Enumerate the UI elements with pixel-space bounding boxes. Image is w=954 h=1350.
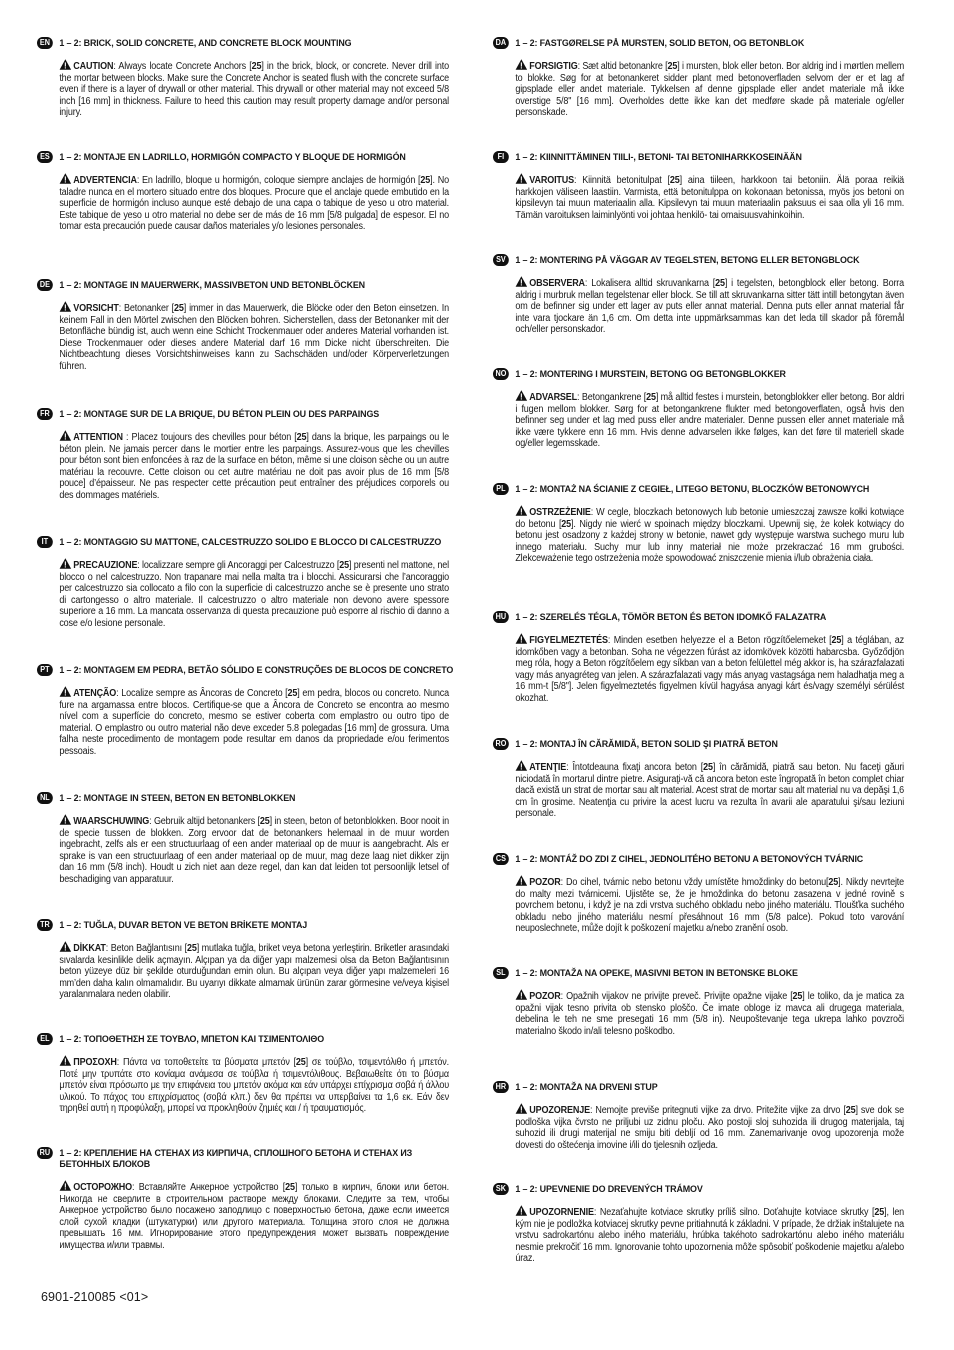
- section-title: 1 – 2: MONTÁŽ DO ZDI Z CIHEL, JEDNOLITÉHO BETONU A BETONOVÝCH TVÁRNIC: [515, 854, 864, 865]
- caution-paragraph: [37, 1055, 449, 1115]
- part-reference: 25: [831, 635, 842, 646]
- caution-text-b: ] må alltid festes i murstein, betongblokker eller betong. Bor aldri i fugen mellom blokker. Sørg for at betongankrene flukter med betongoverflaten, også hvis den befinner seg under et lag med puss eller andre materialer. Denne pussen eller annet materiale må ikke være tykkere enn 16 mm. Hvis denne advarselen ikke følges, kan det føre til materiell skade og/eller legemsskade.: [515, 392, 905, 450]
- section-title: 1 – 2: FASTGØRELSE PÅ MURSTEN, SOLID BETON, OG BETONBLOK: [515, 38, 805, 49]
- caution-paragraph: [37, 941, 449, 1001]
- caution-text-b: ] in steen, beton of betonblokken. Boor nooit in de specie tussen de blokken. Zorg ervoor dat de betonankers helemaal in de muur worden ingebracht, zelfs als er een structuurlaag of een ander materiaal op de muur is aangebracht. Als er sprake is van een structuurlaag of een ander materiaal op de muur, mag deze laag niet dikker zijn dan 16 mm (5/8 inch). Houdt u zich niet aan deze regel, dan kan dat leiden tot persoonlijk letsel of beschadiging van apparatuur.: [59, 816, 449, 885]
- part-reference: 25: [646, 392, 656, 403]
- language-badge: CS: [493, 853, 509, 865]
- caution-text-b: ] immer in das Mauerwerk, die Blöcke oder den Beton einsetzen. In keinem Fall in den Mörtel zwischen den Blöcken bohren. Sicherstellen, dass der Betonanker mit der Betonfläche bündig ist, auch wenn eine Schicht Trockenmauer oder anderes Material vorhanden ist. Diese Trockenmauer oder dieses andere Material darf 16 mm Dicke nicht überschreiten. Die Nichtbeachtung dieses Vorsichtshinweises kann zu Sachschäden und/oder Körperverletzungen führen.: [59, 303, 449, 372]
- section-title: 1 – 2: MONTERING PÅ VÄGGAR AV TEGELSTEN, BETONG ELLER BETONGBLOCK: [515, 255, 860, 266]
- caution-text-b: ] sve dok se podloška vijka čvrsto ne priljubi uz zidnu ploču. Ako postoji sloj suhozida ili drugog materijala, taj suhozid ili drugi materijal ne smiju biti debljí od 16 mm. Zanemarivanje ovog upozorenja može dovesti do oštećenja imovine i/ili do tjelesnih ozljeda.: [515, 1105, 905, 1151]
- language-badge: SK: [493, 1183, 509, 1195]
- caution-text-b: ], len kým nie je podložka kotviacej skrutky pevne pritiahnutá k základni. V prípade, že držiak inštalujete na vrstvu sadrokartónu alebo iného materiálu, hrúbka takéhoto sadrokartónu alebo iného materiálu nesmie prekročiť 16 mm. Ignorovanie tohto upozornenia môže spôsobiť poškodenie majetku a/alebo úraz.: [515, 1207, 905, 1265]
- caution-text-a: : Вставляйте Анкерное устройство [: [132, 1182, 286, 1193]
- caution-text-a: : Do cihel, tvárnic nebo betonu vždy umístěte hmoždinky do betonu[: [560, 877, 829, 888]
- warning-triangle-icon: [515, 505, 527, 516]
- language-badge: PT: [37, 664, 53, 676]
- part-reference: 25: [792, 991, 803, 1002]
- section-de: [37, 280, 456, 373]
- caution-keyword: VORSICHT: [73, 303, 119, 314]
- caution-keyword: CAUTION: [73, 61, 114, 72]
- section-da: [493, 38, 911, 119]
- caution-text-b: ] aina tiileen, harkkoon tai betoniin. Älä poraa reikiä harkkojen väliseen laastiin. Varmista, että betonitulppa on kokonaan betonissa, myös jos betoni on kipsilevyn tai muun materiaalin alla. Kipsilevyn tai muun materiaalin paksuus ei saa olla yli 16 mm. Tämän varoituksen laiminlyönti voi johtaa henkilö- tai omaisuusvahinkoihin.: [515, 175, 905, 221]
- caution-text-b: ] em pedra, blocos ou concreto. Nunca fure na argamassa entre blocos. Certifique-se que a Âncora de Concreto se encontra ao mesmo nível com a superfície do concreto, mesmo se estiver coberta com emplastro ou outro tipo de material. O emplastro ou outro material não deve exceder 5.8 polegadas [16 mm] de grossura. Uma falha neste procedimento de montagem pode resultar em danos da propriedade e/ou ferimentos pessoais.: [59, 688, 449, 757]
- caution-text-b: ] in the brick, block, or concrete. Never drill into the mortar between blocks. Make sure the Concrete Anchor is seated flush with the concrete surface even if there is a layer of drywall or other material. This drywall or other material may not exceed 5/8 inch [16 mm] in thickness. Failure to heed this caution may result property damage and/or personal injury.: [59, 61, 449, 119]
- section-pt: [37, 665, 456, 758]
- section-heading: [37, 1148, 454, 1170]
- caution-paragraph: [493, 1103, 904, 1151]
- caution-text-a: : Gebruik altijd betonankers [: [149, 816, 260, 827]
- section-heading: [493, 255, 909, 266]
- language-badge: NO: [493, 368, 509, 380]
- section-fr: [37, 409, 456, 502]
- language-badge: DE: [37, 279, 53, 291]
- warning-triangle-icon: [59, 59, 71, 70]
- caution-text-b: ]. Nigdy nie wierć w spoinach między bloczkami. Upewnij się, że kołek kotwiący do betonu jest osadzony z każdej strony w betonie, nawet gdy występuje warstwa suchego muru lub innego materiału. Suchy mur lub inny materiał nie może przekraczać 16 mm grubości. Zlekceważenie tego ostrzeżenia może spowodować zniszczenie mienia i/lub obrażenia ciała.: [515, 518, 905, 565]
- caution-text-b: ] i tegelsten, betongblock eller betong. Borra aldrig i murbruk mellan tegelstenar eller block. Se till att skruvankarna sitter tätt intill betongytan även om de befinner sig under ett lager av puts eller annat material. Denna puts eller annat material får inte vara tjockare än 1,6 cm. Om detta inte uppmärksammas kan det leda till skador på föremål och/eller personskador.: [515, 278, 905, 336]
- warning-triangle-icon: [515, 173, 527, 184]
- caution-paragraph: [493, 276, 904, 336]
- warning-triangle-icon: [59, 686, 71, 697]
- section-tr: [37, 920, 456, 1001]
- section-title: 1 – 2: UPEVNENIE DO DREVENÝCH TRÁMOV: [515, 1184, 703, 1195]
- warning-triangle-icon: [515, 1205, 527, 1216]
- section-title: 1 – 2: TUĞLA, DUVAR BETON VE BETON BRİKETE MONTAJ: [59, 920, 308, 931]
- caution-keyword: FORSIGTIG: [529, 61, 578, 72]
- part-reference: 25: [174, 303, 184, 314]
- section-heading: [37, 920, 454, 931]
- caution-keyword: FIGYELMEZTETÉS: [529, 635, 608, 646]
- caution-text-a: : Betonanker [: [118, 303, 175, 314]
- language-badge: EL: [37, 1033, 53, 1045]
- section-heading: [37, 409, 454, 420]
- section-hr: [493, 1082, 911, 1151]
- section-title: 1 – 2: MONTAŻ NA ŚCIANIE Z CEGIEŁ, LITEGO BETONU, BLOCZKÓW BETONOWYCH: [515, 484, 870, 495]
- part-reference: 25: [828, 877, 839, 888]
- language-badge: TR: [37, 919, 53, 931]
- section-heading: [37, 793, 454, 804]
- caution-keyword: ADVARSEL: [529, 392, 578, 403]
- section-cs: [493, 854, 911, 935]
- part-reference: 25: [703, 762, 713, 773]
- caution-keyword: ADVERTENCIA: [73, 175, 137, 186]
- caution-text-a: : Minden esetben helyezze el a Beton rögzítőelemeket [: [607, 635, 832, 646]
- caution-text-a: : Sæt altid betonankre [: [577, 61, 668, 72]
- section-no: [493, 369, 911, 450]
- caution-paragraph: [37, 1180, 449, 1252]
- caution-keyword: ATENŢIE: [529, 762, 567, 773]
- caution-text-a: : En ladrillo, bloque u hormigón, coloque siempre anclajes de hormigón [: [136, 175, 421, 186]
- language-badge: NL: [37, 792, 53, 804]
- caution-text-a: : Πάντα να τοποθετείτε τα βύσματα μπετόν [: [116, 1057, 296, 1068]
- section-heading: [493, 38, 909, 49]
- section-el: [37, 1034, 456, 1115]
- warning-triangle-icon: [515, 1103, 527, 1114]
- caution-keyword: OBSERVERA: [529, 278, 585, 289]
- caution-text-b: ] dans la brique, les parpaings ou le béton plein. Ne jamais percer dans le mortier entre les parpaings. Assurez-vous que les chevilles pour béton sont bien enfoncées à raz de la surface en béton, même si une cloison sèche ou un autre matériau la recouvre. Cette cloison ou cet autre matériau ne doit pas avoir plus de 16 mm [5/8 pouce] d’épaisseur. Ne pas respecter cette précaution peut entraîner des préjudices corporels ou des dommages matériels.: [59, 432, 449, 501]
- warning-triangle-icon: [59, 941, 71, 952]
- language-badge: DA: [493, 37, 509, 49]
- caution-text-a: : Placez toujours des chevilles pour béton [: [122, 432, 297, 443]
- caution-paragraph: [493, 173, 904, 221]
- caution-paragraph: [493, 1205, 904, 1265]
- warning-triangle-icon: [515, 760, 527, 771]
- caution-paragraph: [37, 59, 449, 119]
- caution-text-b: ] în cărămidă, piatră sau beton. Nu faceţi găuri niciodată în mortarul dintre pietre. Asiguraţi-vă că ancora beton este îngropată în beton complet chiar dacă există un strat de mortar sau alt material. Acest strat de mortar sau alt material nu va depăşi 1,6 cm în grosime. Neatenţia cu privire la acest lucru va rezulta în avarii ale aparatului şi/sau leziuni personale.: [515, 762, 905, 820]
- part-reference: 25: [259, 816, 270, 827]
- section-title: 1 – 2: MONTAŽA NA DRVENI STUP: [515, 1082, 658, 1093]
- section-heading: [37, 280, 454, 291]
- section-title: 1 – 2: MONTAŽA NA OPEKE, MASIVNI BETON IN BETONSKE BLOKE: [515, 968, 798, 979]
- section-heading: [493, 739, 909, 750]
- part-reference: 25: [287, 688, 298, 699]
- section-en: [37, 38, 456, 119]
- section-heading: [493, 612, 909, 623]
- caution-keyword: WAARSCHUWING: [73, 816, 150, 827]
- section-heading: [37, 38, 454, 49]
- caution-text-a: : Kiinnitä betonitulpat [: [574, 175, 670, 186]
- caution-text-b: ] a téglában, az idomkőben vagy a betonban. Soha ne végezzen fúrást az idomkövek közötti habarcsba. Győződjön meg róla, hogy a Beton rögzítőelem egy síkban van a beton felülettel még akkor is, ha szárazfalazati vagy más anyagréteg van jelen. A szárazfalazati vagy más anyag vastagsága nem haladhatja meg a 16 mm-t [5/8"]. Jelen figyelmeztetés figyelmen kívül hagyása anyagi kárt és/vagy személyi sérülést okozhat.: [515, 635, 905, 704]
- section-heading: [493, 1082, 909, 1093]
- caution-text-b: ] только в кирпич, блоки или бетон. Никогда не сверлите в строительном растворе между блоками. Следите за тем, чтобы Анкерное устройство было посажено заподлицо с поверхностью бетона, даже если имеется слой сухой кладки (штукатурки) или другого материала. Толщина этого слоя не должна превышать 16 мм. Игнорирование этого предупреждения может вызвать повреждение имущества и/или травмы.: [59, 1182, 449, 1251]
- section-ro: [493, 739, 911, 820]
- language-badge: FI: [493, 151, 509, 163]
- section-heading: [493, 484, 909, 495]
- caution-text-a: : Întotdeauna fixaţi ancora beton [: [566, 762, 704, 773]
- caution-paragraph: [37, 301, 449, 373]
- section-sk: [493, 1184, 911, 1265]
- caution-text-b: ] σε τούβλο, τσιμεντόλιθο ή μπετόν. Ποτέ μην τρυπάτε στο κονίαμα ανάμεσα σε τούβλα ή τσιμεντόλιθους. Βεβαιωθείτε ότι το βύσμα μπετόν είναι πρόσωπο με την επιφάνεια του μπετόν ακόμα και εάν υπάρχει επίχρισμα σοβά ή άλλου υλικού. Το πάχος του επιχρίσματος (σοβά κλπ.) δεν θα πρέπει να υπερβαίνει τα 1,6 εκ. Εάν δεν τηρηθεί αυτή η προφύλαξη, μπορεί να προκληθούν ζημιές και / ή τραυματισμός.: [59, 1057, 449, 1115]
- caution-text-b: ] mutlaka tuğla, briket veya betona yerleştirin. Briketler arasındaki sıvalarda kesinlikle delik açmayın. Alçıpan ya da diğer yapı malzemesi olsa da Beton Bağlantısının beton yüzeye düz bir şekilde oturduğundan emin olun. Bu alçıpan veya diğer yapı malzemeleri 16 mm’den daha kalın olmamalıdır. Bu uyarıyı dikkate almamak ürünün zarar görmesine ve/veya kişisel yaralanmalara neden olabilir.: [59, 943, 449, 1001]
- section-heading: [37, 665, 454, 676]
- caution-keyword: DİKKAT: [73, 943, 106, 954]
- caution-paragraph: [37, 686, 449, 758]
- part-reference: 25: [339, 560, 350, 571]
- caution-paragraph: [493, 390, 904, 450]
- caution-keyword: OSTRZEŻENIE: [529, 507, 591, 518]
- caution-keyword: VAROITUS: [529, 175, 575, 186]
- warning-triangle-icon: [515, 989, 527, 1000]
- part-reference: 25: [296, 432, 307, 443]
- caution-paragraph: [37, 814, 449, 886]
- part-reference: 25: [667, 61, 678, 72]
- section-title: 1 – 2: MONTAGE IN MAUERWERK, MASSIVBETON UND BETONBLÖCKEN: [59, 280, 365, 291]
- warning-triangle-icon: [59, 814, 71, 825]
- caution-text-a: : Nezaťahujte kotviace skrutky príliš silno. Doťahujte kotviace skrutky [: [593, 1207, 875, 1218]
- warning-triangle-icon: [515, 276, 527, 287]
- warning-triangle-icon: [59, 1180, 71, 1191]
- caution-text-b: ]. No taladre nunca en el mortero situado entre dos bloques. Procure que el anclaje quede embutido en la superficie de hormigón incluso aunque esté debajo de una capa o tabique de yeso u otro material. Este tabique de yeso u otro material no debe ser de más de 16 mm [5/8 pulgada] de espesor. El no tomar esta precaución puede causar daños materiales y/o lesiones personales.: [59, 175, 449, 233]
- warning-triangle-icon: [515, 633, 527, 644]
- section-title: 1 – 2: MONTAGE IN STEEN, BETON EN BETONBLOKKEN: [59, 793, 296, 804]
- caution-keyword: ATENÇÃO: [73, 688, 117, 699]
- section-title: 1 – 2: MONTERING I MURSTEIN, BETONG OG BETONGBLOKKER: [515, 369, 786, 380]
- caution-text-b: ]. Nikdy nevrtejte do malty mezi tvárnicemi. Ujistěte se, že je hmoždinka do betonu zasazena v jedné rovině s povrchem betonu, i když je na zdi vrstva suchého obkladu nebo jiného materiálu. Tloušťka suchého obkladu nebo jiného materiálu nesmí přesáhnout 16 mm (5/8 palce). Pokud toto varování neuposlechnete, může dojít k poškození majetku a/nebo zranění osob.: [515, 877, 905, 935]
- section-heading: [493, 152, 909, 163]
- section-es: [37, 152, 456, 233]
- caution-keyword: UPOZORNENIE: [529, 1207, 594, 1218]
- caution-text-b: ] i mursten, blok eller beton. Bor aldrig ind i mørtlen mellem to blokke. Søg for at betonankeret sidder plant med betonoverfladen selvom der er et lag af gipsplade eller andet materiale. Tykkelsen af denne gipsplade eller andet materiale må ikke overstige 5/8" [16 mm]. Overholdes dette ikke kan det medføre skade på materiale og/eller personskade.: [515, 61, 905, 119]
- warning-triangle-icon: [515, 390, 527, 401]
- caution-keyword: POZOR: [529, 877, 561, 888]
- section-title: 1 – 2: KIINNITTÄMINEN TIILI-, BETONI- TAI BETONIHARKKOSEINÄÄN: [515, 152, 802, 163]
- part-reference: 25: [420, 175, 431, 186]
- section-nl: [37, 793, 456, 886]
- caution-paragraph: [493, 59, 904, 119]
- warning-triangle-icon: [515, 875, 527, 886]
- section-heading: [37, 537, 454, 548]
- warning-triangle-icon: [59, 301, 71, 312]
- caution-keyword: PRECAUZIONE: [73, 560, 138, 571]
- caution-paragraph: [493, 989, 904, 1037]
- section-title: 1 – 2: BRICK, SOLID CONCRETE, AND CONCRETE BLOCK MOUNTING: [59, 38, 352, 49]
- section-title: 1 – 2: MONTAGEM EM PEDRA, BETÃO SÓLIDO E CONSTRUÇÕES DE BLOCOS DE CONCRETO: [59, 665, 454, 676]
- section-heading: [37, 152, 454, 163]
- section-sl: [493, 968, 911, 1037]
- caution-keyword: ΠΡΟΣΟΧΗ: [73, 1057, 117, 1068]
- section-heading: [493, 968, 909, 979]
- caution-text-a: : W cegle, bloczkach betonowych lub betonie umieszczaj zawsze kołki kotwiące do betonu [: [515, 507, 905, 530]
- section-title: 1 – 2: SZERELÉS TÉGLA, TÖMÖR BETON ÉS BETON IDOMKŐ FALAZATRA: [515, 612, 827, 623]
- language-badge: HU: [493, 611, 509, 623]
- part-reference: 25: [669, 175, 680, 186]
- warning-triangle-icon: [515, 59, 527, 70]
- caution-text-b: ] le toliko, da je matica za opažni vijak tesno privita ob stensko ploščo. Če imate obloge iz mavca ali drugega materiala, debelina le teh ne sme presegati 16 mm (5/8 in). Neupoštevanje tega ukrepa lahko povzroči materialno škodo in/ali telesno poškodbo.: [515, 991, 905, 1037]
- language-badge: RO: [493, 738, 509, 750]
- part-reference: 25: [561, 518, 572, 530]
- section-hu: [493, 612, 911, 705]
- section-heading: [493, 1184, 909, 1195]
- caution-text-a: : Nemojte previše pritegnuti vijke za drvo. Pritežite vijke za drvo [: [589, 1105, 846, 1116]
- section-heading: [37, 1034, 454, 1045]
- section-title: 1 – 2: MONTAJ ÎN CĂRĂMIDĂ, BETON SOLID ŞI PIATRĂ BETON: [515, 739, 778, 750]
- part-reference: 25: [251, 61, 262, 72]
- part-reference: 25: [845, 1105, 856, 1116]
- caution-paragraph: [37, 558, 449, 630]
- section-pl: [493, 484, 911, 565]
- caution-paragraph: [37, 430, 449, 502]
- section-title: 1 – 2: ΤΟΠΟΘΕΤΗΣΗ ΣΕ ΤΟΥΒΛΟ, ΜΠΕΤΟΝ ΚΑΙ ΤΣΙΜΕΝΤΟΛΙΘΟ: [59, 1034, 325, 1045]
- language-badge: PL: [493, 483, 509, 495]
- caution-text-a: : Lokalisera alltid skruvankarna [: [584, 278, 716, 289]
- caution-keyword: UPOZORENJE: [529, 1105, 590, 1116]
- caution-text-b: ] presenti nel mattone, nel blocco o nel calcestruzzo. Non trapanare mai nella malta tra i blocchi. Assicurarsi che l’ancoraggio per calcestruzzo sia collocato a filo con la superficie di calcestruzzo anche se è presente uno strato di cartongesso o altro materiale. Il calcestruzzo o altro materiale non devono avere spessore superiore a 16 mm. La mancata osservanza di questa precauzione può esporre al rischio di danno a cose e/o lesione personale.: [59, 560, 449, 629]
- warning-triangle-icon: [59, 558, 71, 569]
- caution-keyword: POZOR: [529, 991, 561, 1002]
- caution-paragraph: [493, 505, 904, 565]
- language-badge: RU: [37, 1147, 53, 1159]
- section-fi: [493, 152, 911, 221]
- language-badge: ES: [37, 151, 53, 163]
- caution-paragraph: [493, 760, 904, 820]
- section-title: 1 – 2: КРЕПЛЕНИЕ НА СТЕНАХ ИЗ КИРПИЧА, СПЛОШНОГО БЕТОНА И СТЕНАХ ИЗ БЕТОННЫХ БЛОКОВ: [59, 1148, 413, 1170]
- section-sv: [493, 255, 911, 336]
- section-heading: [493, 854, 909, 865]
- caution-paragraph: [493, 633, 904, 705]
- section-title: 1 – 2: MONTAGGIO SU MATTONE, CALCESTRUZZO SOLIDO E BLOCCO DI CALCESTRUZZO: [59, 537, 442, 548]
- part-reference: 25: [285, 1182, 295, 1193]
- warning-triangle-icon: [59, 430, 71, 441]
- part-reference: 25: [715, 278, 725, 289]
- part-reference: 25: [295, 1057, 306, 1068]
- caution-text-a: : Localize sempre as Âncoras de Concreto [: [116, 688, 288, 699]
- part-reference: 25: [186, 943, 197, 954]
- language-badge: EN: [37, 37, 53, 49]
- section-it: [37, 537, 456, 630]
- section-ru: [37, 1148, 456, 1252]
- language-badge: HR: [493, 1081, 509, 1093]
- caution-paragraph: [493, 875, 904, 935]
- language-badge: FR: [37, 408, 53, 420]
- warning-triangle-icon: [59, 1055, 71, 1066]
- section-heading: [493, 369, 909, 380]
- caution-paragraph: [37, 173, 449, 233]
- section-title: 1 – 2: MONTAJE EN LADRILLO, HORMIGÓN COMPACTO Y BLOQUE DE HORMIGÓN: [59, 152, 406, 163]
- caution-keyword: ATTENTION: [73, 432, 123, 443]
- caution-text-a: : Betongankrene [: [577, 392, 647, 403]
- document-code: 6901-210085 <01>: [41, 1290, 149, 1304]
- section-title: 1 – 2: MONTAGE SUR DE LA BRIQUE, DU BÉTON PLEIN OU DES PARPAINGS: [59, 409, 380, 420]
- caution-text-a: : Opažnih vijakov ne privijte preveč. Privijte opažne vijake [: [560, 991, 793, 1002]
- caution-text-a: : Beton Bağlantısını [: [105, 943, 187, 954]
- warning-triangle-icon: [59, 173, 71, 184]
- part-reference: 25: [874, 1207, 885, 1218]
- language-badge: IT: [37, 536, 53, 548]
- caution-text-a: : localizzare sempre gli Ancoraggi per Calcestruzzo [: [137, 560, 340, 571]
- caution-text-a: : Always locate Concrete Anchors [: [113, 61, 252, 72]
- caution-keyword: ОСТОРОЖНО: [73, 1182, 133, 1193]
- language-badge: SV: [493, 254, 509, 266]
- language-badge: SL: [493, 967, 509, 979]
